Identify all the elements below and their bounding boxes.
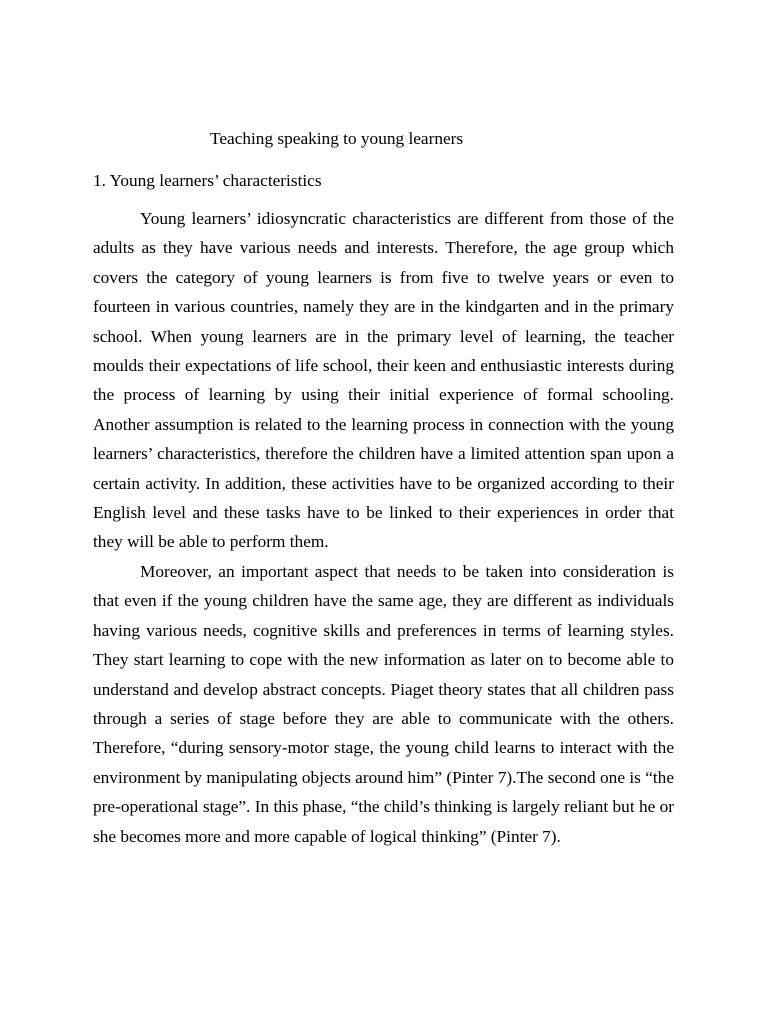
- paragraph-1: Young learners’ idiosyncratic characteristics are different from those of the adults as they have various needs and interests. Therefore, the age group which covers the category of young learners is from five to twelve years or even to fourteen in various countries, namely they are in the kindgarten and in the primary school. When young learners are in the primary level of learning, the teacher moulds their expectations of life school, their keen and enthusiastic interests during the process of learning by using their initial experience of formal schooling. Another assumption is related to the learning process in connection with the young learners’ characteristics, therefore the children have a limited attention span upon a certain activity. In addition, these activities have to be organized according to their English level and these tasks have to be linked to their experiences in order that they will be able to perform them.: [93, 209, 674, 552]
- paragraph-2: Moreover, an important aspect that needs to be taken into consideration is that even if the young children have the same age, they are different as individuals having various needs, cognitive skills and preferences in terms of learning styles. They start learning to cope with the new information as later on to become able to understand and develop abstract concepts. Piaget theory states that all children pass through a series of stage before they are able to communicate with the others. Therefore, “during sensory-motor stage, the young child learns to interact with the environment by manipulating objects around him” (Pinter 7).The second one is “the pre-operational stage”. In this phase, “the child’s thinking is largely reliant but he or she becomes more and more capable of logical thinking” (Pinter 7).: [93, 561, 674, 846]
- document-body: [93, 127, 674, 851]
- section-heading: 1. Young learners’ characteristics: [93, 171, 322, 190]
- document-title: Teaching speaking to young learners: [210, 129, 464, 148]
